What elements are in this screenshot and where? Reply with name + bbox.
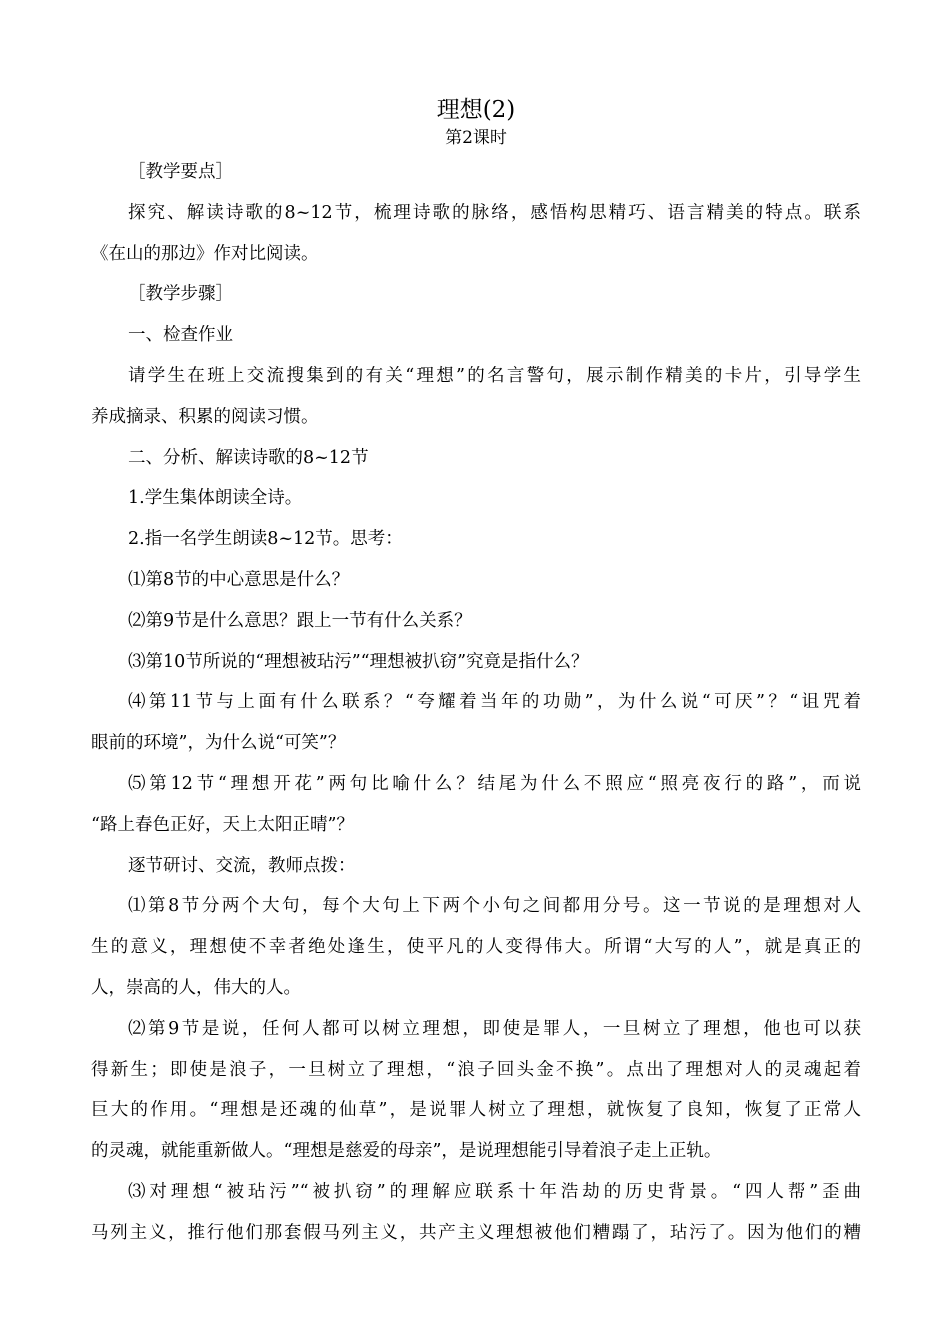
text-line: 生的意义，理想使不幸者绝处逢生，使平凡的人变得伟大。所谓“大写的人”，就是真正的 (91, 937, 861, 958)
text-line: 得新生；即使是浪子，一旦树立了理想，“浪子回头金不换”。点出了理想对人的灵魂起着 (91, 1059, 861, 1080)
document-body (91, 152, 861, 1254)
text-line: 二、分析、解读诗歌的8~12节 (128, 447, 369, 468)
text-line: 人，崇高的人，伟大的人。 (91, 977, 301, 998)
text-line: ［教学要点］ (128, 162, 233, 182)
text-line: ⑵第9节是说，任何人都可以树立理想，即使是罪人，一旦树立了理想，他也可以获 (128, 1018, 861, 1039)
text-line: “路上春色正好，天上太阳正晴”？ (91, 814, 354, 835)
text-line: 一、检查作业 (128, 325, 233, 346)
text-line: ⑴第8节分两个大句，每个大句上下两个小句之间都用分号。这一节说的是理想对人 (128, 896, 861, 917)
document-subtitle: 第2课时 (445, 128, 507, 148)
document-page (91, 94, 861, 1254)
text-line: 请学生在班上交流搜集到的有关“理想”的名言警句，展示制作精美的卡片，引导学生 (128, 365, 861, 386)
text-line: ⑴第8节的中心意思是什么？ (128, 569, 350, 590)
text-line: 探究、解读诗歌的8~12节，梳理诗歌的脉络，感悟构思精巧、语言精美的特点。联系 (128, 202, 861, 223)
text-line: 巨大的作用。“理想是还魂的仙草”，是说罪人树立了理想，就恢复了良知，恢复了正常人 (91, 1100, 861, 1121)
text-line: 马列主义，推行他们那套假马列主义，共产主义理想被他们糟蹋了，玷污了。因为他们的糟 (91, 1222, 861, 1243)
text-line: 养成摘录、积累的阅读习惯。 (91, 406, 319, 427)
text-line: 眼前的环境”，为什么说“可笑”？ (91, 733, 346, 754)
text-line: ⑶第10节所说的“理想被玷污”“理想被扒窃”究竟是指什么？ (128, 651, 589, 672)
text-line: 2.指一名学生朗读8~12节。思考： (128, 529, 403, 550)
text-line: ⑶对理想“被玷污”“被扒窃”的理解应联系十年浩劫的历史背景。“四人帮”歪曲 (128, 1181, 861, 1202)
text-line: ［教学步骤］ (128, 284, 233, 305)
document-title: 理想(2) (436, 97, 516, 123)
text-line: 1.学生集体朗读全诗。 (128, 488, 303, 509)
text-line: ⑵第9节是什么意思？跟上一节有什么关系？ (128, 610, 472, 631)
text-line: 的灵魂，就能重新做人。“理想是慈爱的母亲”，是说理想能引导着浪子走上正轨。 (91, 1141, 722, 1162)
text-line: 逐节研讨、交流，教师点拨： (128, 855, 356, 876)
text-line: 《在山的那边》作对比阅读。 (91, 243, 319, 264)
text-line: ⑷第11节与上面有什么联系？“夸耀着当年的功勋”，为什么说“可厌”？“诅咒着 (128, 692, 861, 713)
text-line: ⑸第12节“理想开花”两句比喻什么？结尾为什么不照应“照亮夜行的路”，而说 (128, 773, 861, 794)
